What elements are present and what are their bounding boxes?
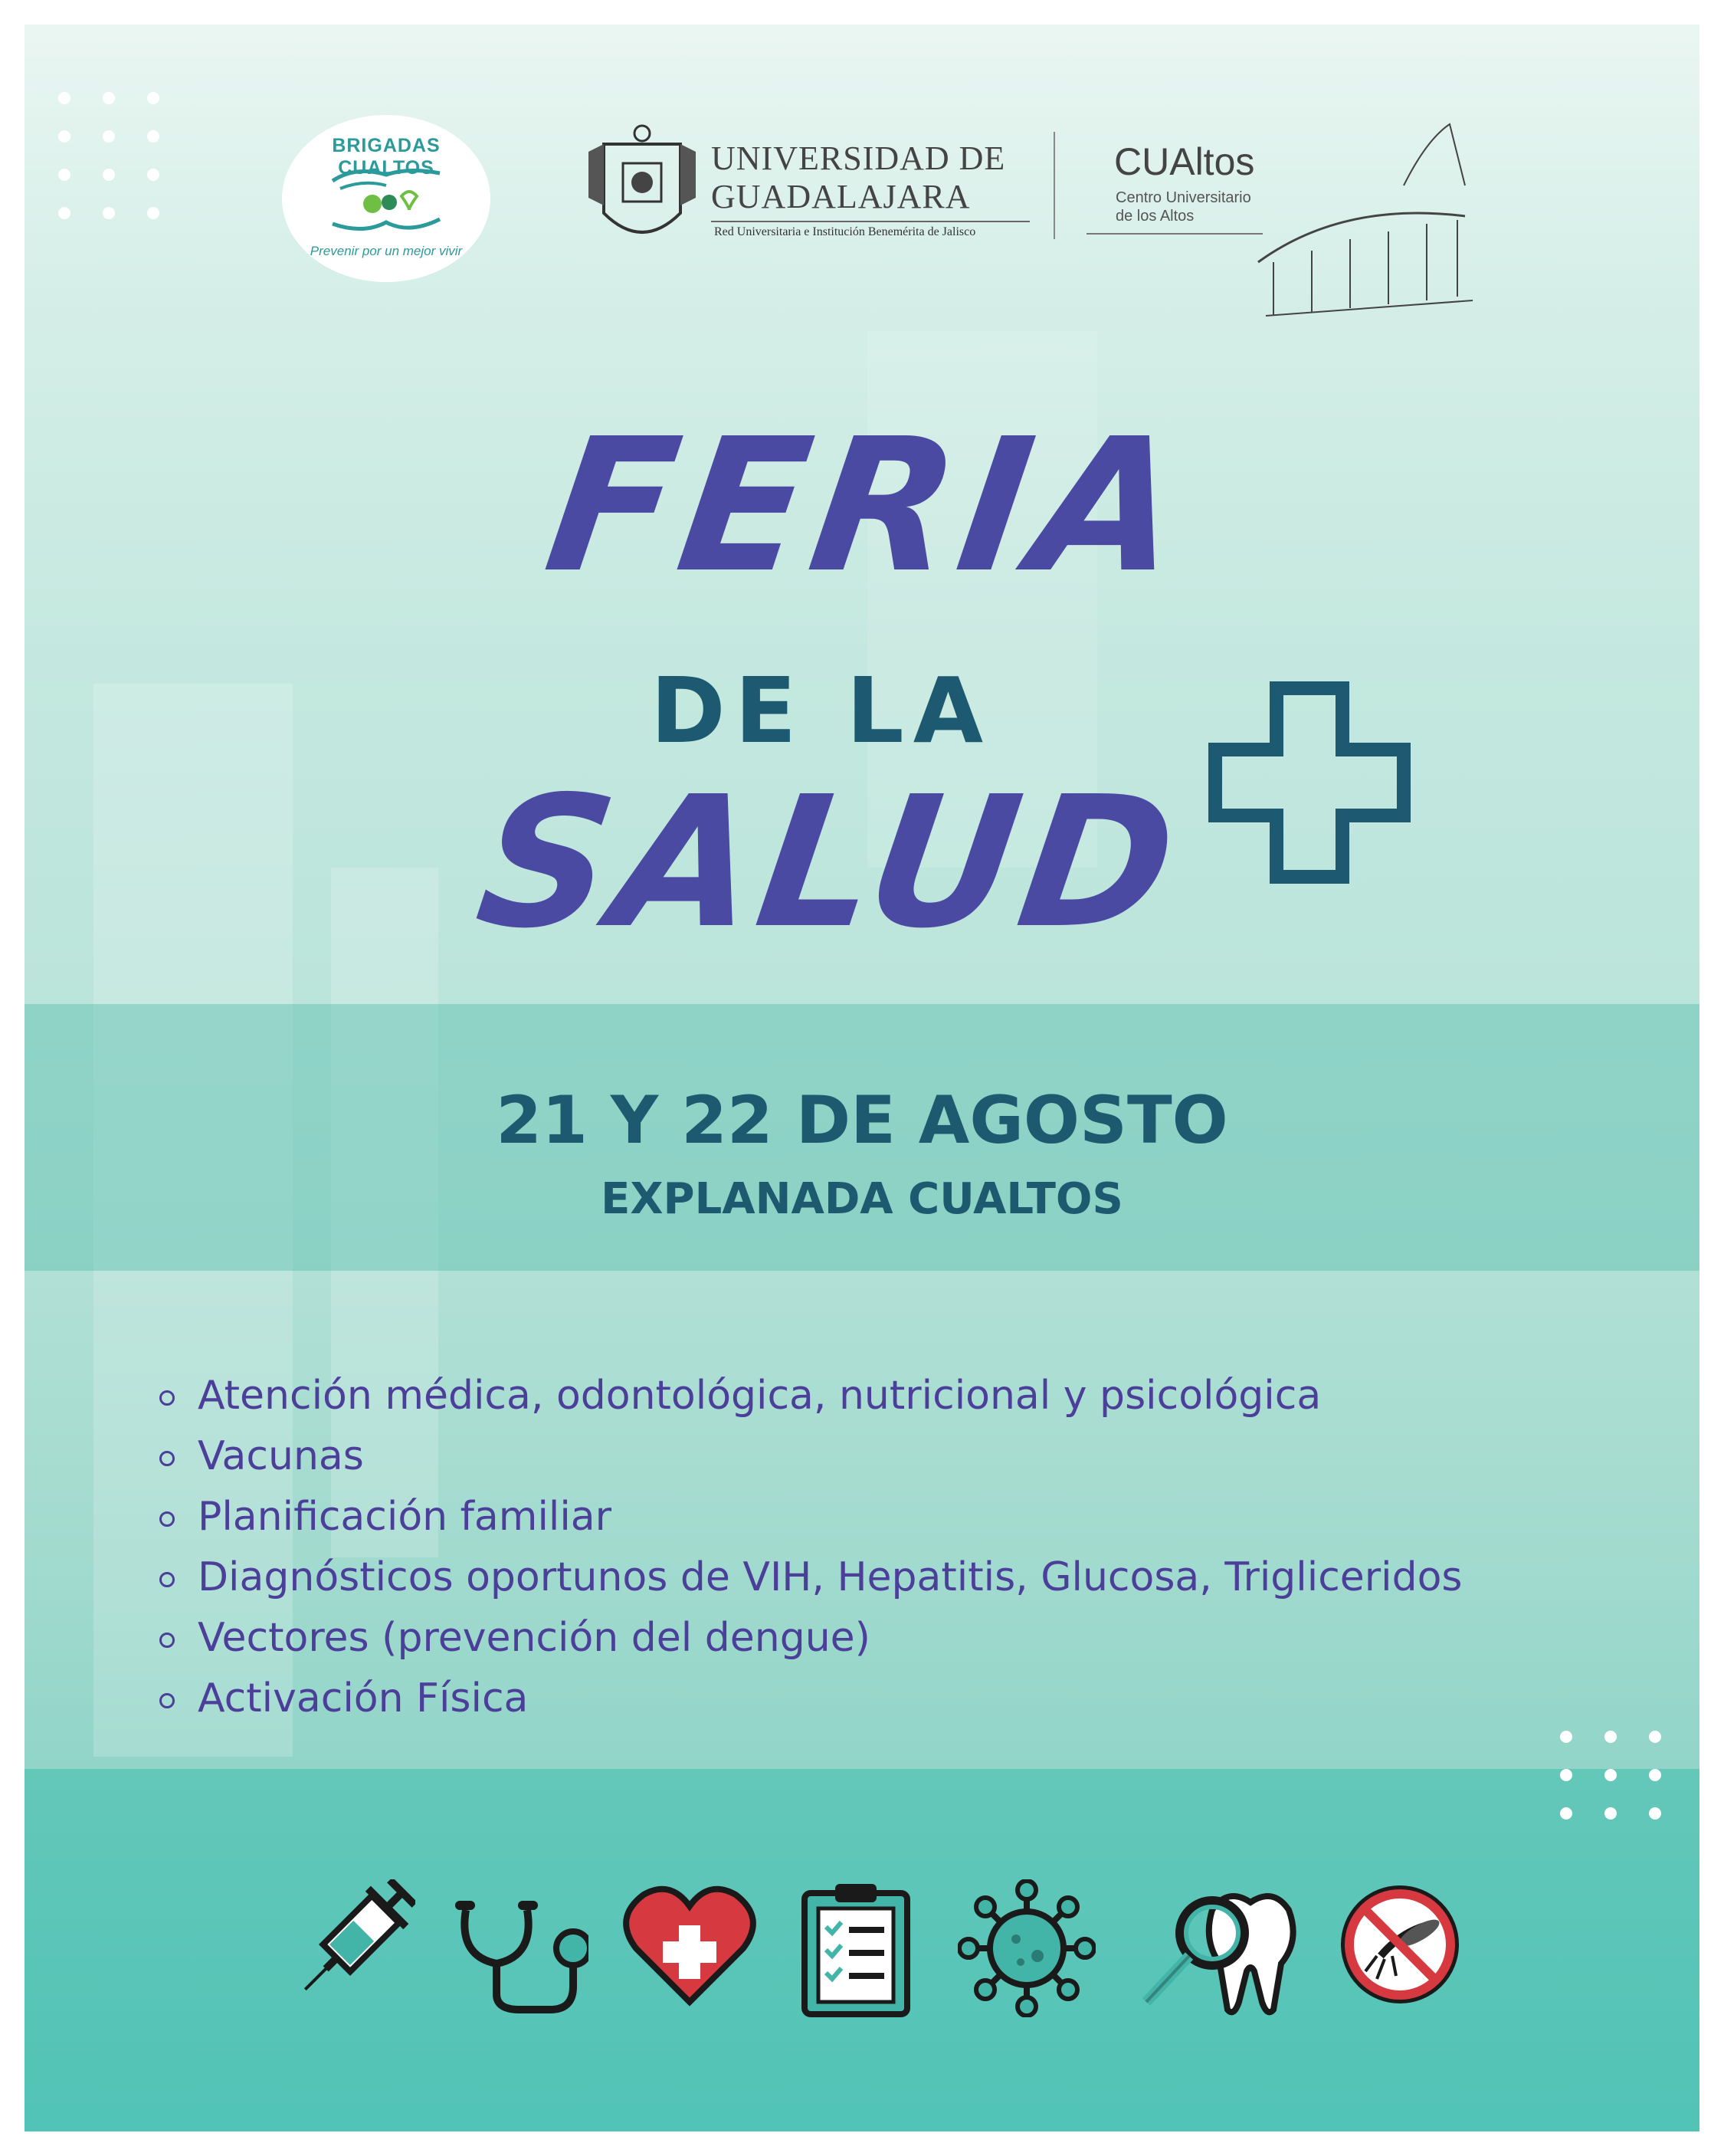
- poster: [25, 25, 1699, 2131]
- decorative-dots-top-left: [58, 92, 159, 219]
- clipboard-icon: [798, 1879, 913, 2017]
- heart-cross-icon: [621, 1879, 759, 2010]
- logo-divider: [1054, 132, 1055, 239]
- title-feria: FERIA: [535, 399, 1200, 613]
- hands-health-icon: [325, 158, 447, 242]
- udg-name-line1: UNIVERSIDAD DE: [711, 139, 1006, 177]
- udg-subtitle: Red Universitaria e Institución Benemérita de Jalisco: [714, 225, 976, 238]
- list-item: Vectores (prevención del dengue): [156, 1608, 1463, 1669]
- list-item: Activación Física: [156, 1669, 1463, 1729]
- syringe-icon: [285, 1879, 415, 2010]
- list-item: Diagnósticos oportunos de VIH, Hepatitis, Glucosa, Trigliceridos: [156, 1547, 1463, 1608]
- cualtos-title: CUAltos: [1114, 140, 1255, 183]
- stethoscope-icon: [451, 1879, 588, 2017]
- brigadas-logo-title: BRIGADAS CUALTOS: [332, 135, 441, 179]
- brigadas-cualtos-logo: [282, 115, 490, 282]
- virus-icon: [958, 1879, 1096, 2017]
- udg-name-line2: GUADALAJARA: [711, 178, 971, 215]
- list-item: Vacunas: [156, 1426, 1463, 1487]
- udg-divider: [711, 221, 1030, 222]
- icons-row: [254, 1879, 1480, 2017]
- list-item: Atención médica, odontológica, nutricional y psicológica: [156, 1366, 1463, 1426]
- title-salud: SALUD: [466, 757, 1192, 968]
- cualtos-underline: [1087, 233, 1263, 235]
- brigadas-logo-slogan: Prevenir por un mejor vivir: [310, 244, 463, 258]
- dental-check-icon: [1136, 1879, 1304, 2017]
- decorative-dots-bottom-right: [1560, 1731, 1661, 1820]
- title-de-la: DE LA: [650, 658, 993, 763]
- list-item: Planificación familiar: [156, 1487, 1463, 1547]
- no-mosquito-icon: [1335, 1879, 1465, 2010]
- plus-cross-icon: [1208, 681, 1411, 884]
- cualtos-subtitle: [1116, 189, 1251, 225]
- event-date: 21 Y 22 DE AGOSTO: [496, 1082, 1228, 1159]
- cualtos-sub-line2: de los Altos: [1116, 208, 1195, 225]
- services-list: [156, 1366, 1463, 1729]
- cualtos-sub-line1: Centro Universitario: [1116, 189, 1251, 206]
- udg-shield-icon: [588, 121, 696, 259]
- building-sketch-icon: [1250, 109, 1480, 331]
- udg-name: [711, 139, 1005, 216]
- event-place: EXPLANADA CUALTOS: [601, 1174, 1123, 1224]
